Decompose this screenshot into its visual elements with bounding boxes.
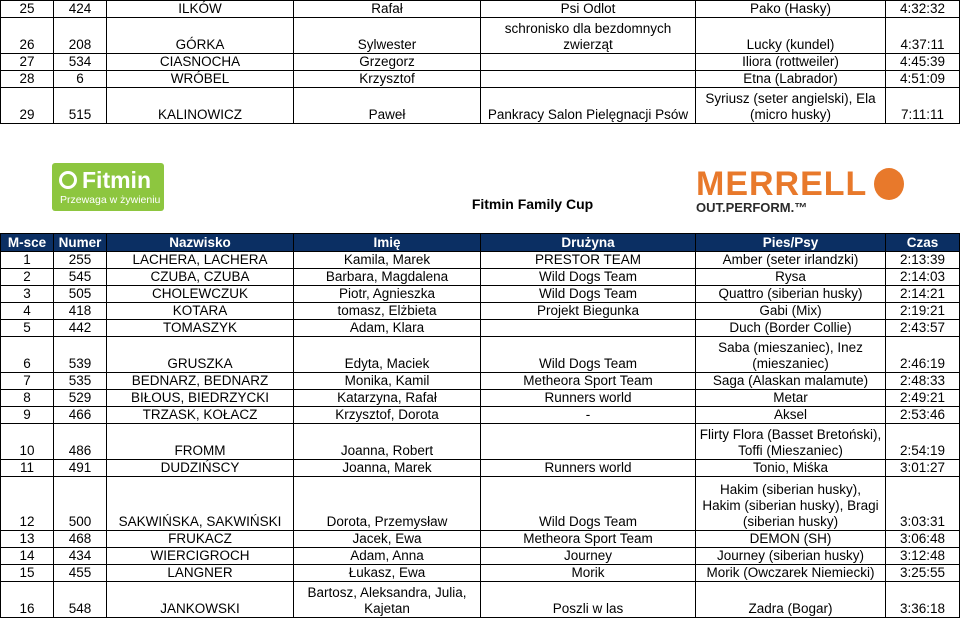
cell-team: Wild Dogs Team — [481, 337, 696, 373]
cell-place: 7 — [1, 373, 54, 390]
cell-time: 2:53:46 — [886, 407, 960, 424]
cell-time: 4:51:09 — [886, 71, 960, 88]
cell-first-name: Bartosz, Aleksandra, Julia, Kajetan — [294, 582, 481, 618]
table-row — [1, 407, 960, 424]
cell-surname: WRÓBEL — [107, 71, 294, 88]
cell-first-name: Rafał — [294, 1, 481, 18]
fitmin-logo-name: Fitmin — [82, 167, 151, 193]
cell-dogs: Syriusz (seter angielski), Ela (micro husky) — [696, 88, 886, 124]
cell-number: 539 — [54, 337, 107, 373]
cell-number: 500 — [54, 477, 107, 531]
cell-dogs: Gabi (Mix) — [696, 303, 886, 320]
table-row — [1, 320, 960, 337]
cell-place: 29 — [1, 88, 54, 124]
cell-first-name: Jacek, Ewa — [294, 531, 481, 548]
cell-dogs: Saba (mieszaniec), Inez (mieszaniec) — [696, 337, 886, 373]
cell-surname: TOMASZYK — [107, 320, 294, 337]
cell-dogs: Etna (Labrador) — [696, 71, 886, 88]
cell-number: 515 — [54, 88, 107, 124]
results-table — [0, 233, 960, 618]
cell-first-name: Katarzyna, Rafał — [294, 390, 481, 407]
table-row — [1, 1, 960, 18]
cell-number: 424 — [54, 1, 107, 18]
cell-first-name: Adam, Anna — [294, 548, 481, 565]
cell-number: 466 — [54, 407, 107, 424]
cell-number: 545 — [54, 269, 107, 286]
merrell-tagline: OUT.PERFORM.™ — [696, 200, 808, 215]
cell-surname: ILKÓW — [107, 1, 294, 18]
cell-number: 486 — [54, 424, 107, 460]
cell-surname: JANKOWSKI — [107, 582, 294, 618]
cell-surname: FRUKACZ — [107, 531, 294, 548]
cell-team: Runners world — [481, 460, 696, 477]
cell-team: Journey — [481, 548, 696, 565]
cell-team: Poszli w las — [481, 582, 696, 618]
cell-surname: TRZASK, KOŁACZ — [107, 407, 294, 424]
cell-surname: BIŁOUS, BIEDRZYCKI — [107, 390, 294, 407]
fitmin-tagline: Przewaga w żywieniu — [60, 194, 161, 206]
cell-number: 534 — [54, 54, 107, 71]
cell-dogs: Metar — [696, 390, 886, 407]
cell-dogs: Aksel — [696, 407, 886, 424]
cell-dogs: Rysa — [696, 269, 886, 286]
cell-place: 5 — [1, 320, 54, 337]
cell-first-name: Adam, Klara — [294, 320, 481, 337]
cell-surname: DUDZIŃSCY — [107, 460, 294, 477]
cell-time: 2:14:03 — [886, 269, 960, 286]
cell-time: 3:06:48 — [886, 531, 960, 548]
cell-time: 3:36:18 — [886, 582, 960, 618]
cell-team: Runners world — [481, 390, 696, 407]
cell-team: Morik — [481, 565, 696, 582]
header-row — [1, 234, 960, 252]
header-dogs: Pies/Psy — [696, 234, 886, 252]
cell-dogs: Morik (Owczarek Niemiecki) — [696, 565, 886, 582]
cell-number: 6 — [54, 71, 107, 88]
cell-dogs: DEMON (SH) — [696, 531, 886, 548]
cell-surname: BEDNARZ, BEDNARZ — [107, 373, 294, 390]
cell-team — [481, 54, 696, 71]
cell-time: 2:48:33 — [886, 373, 960, 390]
cell-place: 10 — [1, 424, 54, 460]
cell-number: 255 — [54, 252, 107, 269]
cell-team: Wild Dogs Team — [481, 286, 696, 303]
table-row — [1, 390, 960, 407]
cell-place: 3 — [1, 286, 54, 303]
cell-dogs: Lucky (kundel) — [696, 18, 886, 54]
table-row — [1, 337, 960, 373]
cell-first-name: Krzysztof — [294, 71, 481, 88]
cell-team: Metheora Sport Team — [481, 373, 696, 390]
table-row — [1, 373, 960, 390]
cell-first-name: Grzegorz — [294, 54, 481, 71]
cell-dogs: Duch (Border Collie) — [696, 320, 886, 337]
cell-first-name: Paweł — [294, 88, 481, 124]
cell-team: Wild Dogs Team — [481, 269, 696, 286]
cell-place: 12 — [1, 477, 54, 531]
cell-place: 13 — [1, 531, 54, 548]
cell-first-name: Monika, Kamil — [294, 373, 481, 390]
cell-first-name: Piotr, Agnieszka — [294, 286, 481, 303]
cell-place: 2 — [1, 269, 54, 286]
table-row — [1, 477, 960, 531]
cell-number: 418 — [54, 303, 107, 320]
cell-dogs: Pako (Hasky) — [696, 1, 886, 18]
cell-first-name: Sylwester — [294, 18, 481, 54]
cell-number: 505 — [54, 286, 107, 303]
cell-time: 2:43:57 — [886, 320, 960, 337]
cell-first-name: Łukasz, Ewa — [294, 565, 481, 582]
table-row — [1, 531, 960, 548]
cell-time: 3:03:31 — [886, 477, 960, 531]
cell-place: 26 — [1, 18, 54, 54]
header-first-name: Imię — [294, 234, 481, 252]
header-time: Czas — [886, 234, 960, 252]
cell-place: 14 — [1, 548, 54, 565]
cell-first-name: tomasz, Elżbieta — [294, 303, 481, 320]
cell-surname: GRUSZKA — [107, 337, 294, 373]
cell-dogs: Quattro (siberian husky) — [696, 286, 886, 303]
cell-dogs: Tonio, Miśka — [696, 460, 886, 477]
cell-time: 3:12:48 — [886, 548, 960, 565]
cell-place: 8 — [1, 390, 54, 407]
previous-results-table — [0, 0, 960, 124]
cell-time: 2:46:19 — [886, 337, 960, 373]
cell-team — [481, 71, 696, 88]
cell-time: 2:49:21 — [886, 390, 960, 407]
page-title: Fitmin Family Cup — [471, 196, 594, 212]
cell-number: 535 — [54, 373, 107, 390]
cell-team: Psi Odlot — [481, 1, 696, 18]
table-row — [1, 71, 960, 88]
cell-time: 7:11:11 — [886, 88, 960, 124]
cell-number: 455 — [54, 565, 107, 582]
table-row — [1, 582, 960, 618]
cell-number: 548 — [54, 582, 107, 618]
cell-place: 6 — [1, 337, 54, 373]
cell-surname: SAKWIŃSKA, SAKWIŃSKI — [107, 477, 294, 531]
cell-team: Projekt Biegunka — [481, 303, 696, 320]
cell-number: 442 — [54, 320, 107, 337]
table-row — [1, 303, 960, 320]
cell-place: 15 — [1, 565, 54, 582]
cell-team: - — [481, 407, 696, 424]
table-row — [1, 269, 960, 286]
cell-team: Pankracy Salon Pielęgnacji Psów — [481, 88, 696, 124]
header-surname: Nazwisko — [107, 234, 294, 252]
cell-team: PRESTOR TEAM — [481, 252, 696, 269]
cell-team: schronisko dla bezdomnych zwierząt — [481, 18, 696, 54]
table-row — [1, 286, 960, 303]
cell-place: 4 — [1, 303, 54, 320]
cell-time: 2:19:21 — [886, 303, 960, 320]
cell-dogs: Zadra (Bogar) — [696, 582, 886, 618]
cell-team — [481, 320, 696, 337]
cell-place: 27 — [1, 54, 54, 71]
header-place: M-sce — [1, 234, 54, 252]
cell-time: 2:14:21 — [886, 286, 960, 303]
cell-team: Wild Dogs Team — [481, 477, 696, 531]
cell-surname: FROMM — [107, 424, 294, 460]
table-row — [1, 88, 960, 124]
cell-time: 4:37:11 — [886, 18, 960, 54]
cell-dogs: Hakim (siberian husky), Hakim (siberian husky), Bragi (siberian husky) — [696, 477, 886, 531]
cell-surname: LACHERA, LACHERA — [107, 252, 294, 269]
cell-first-name: Joanna, Robert — [294, 424, 481, 460]
cell-dogs: Journey (siberian husky) — [696, 548, 886, 565]
cell-dogs: Flirty Flora (Basset Bretoński), Toffi (Mieszaniec) — [696, 424, 886, 460]
cell-surname: KALINOWICZ — [107, 88, 294, 124]
cell-first-name: Kamila, Marek — [294, 252, 481, 269]
cell-time: 4:45:39 — [886, 54, 960, 71]
cell-first-name: Krzysztof, Dorota — [294, 407, 481, 424]
cell-first-name: Joanna, Marek — [294, 460, 481, 477]
cell-place: 1 — [1, 252, 54, 269]
cell-surname: WIERCIGROCH — [107, 548, 294, 565]
header-number: Numer — [54, 234, 107, 252]
cell-surname: CIASNOCHA — [107, 54, 294, 71]
cell-place: 11 — [1, 460, 54, 477]
merrell-logo-name: MERRELL — [696, 165, 868, 203]
cell-number: 529 — [54, 390, 107, 407]
cell-surname: KOTARA — [107, 303, 294, 320]
cell-dogs: Iliora (rottweiler) — [696, 54, 886, 71]
table-row — [1, 460, 960, 477]
cell-number: 208 — [54, 18, 107, 54]
table-row — [1, 18, 960, 54]
cell-dogs: Amber (seter irlandzki) — [696, 252, 886, 269]
cell-time: 3:01:27 — [886, 460, 960, 477]
cell-first-name: Barbara, Magdalena — [294, 269, 481, 286]
cell-time: 2:13:39 — [886, 252, 960, 269]
header-team: Drużyna — [481, 234, 696, 252]
leaf-icon — [59, 171, 77, 189]
cell-team — [481, 424, 696, 460]
cell-number: 491 — [54, 460, 107, 477]
cell-place: 16 — [1, 582, 54, 618]
table-row — [1, 565, 960, 582]
cell-time: 3:25:55 — [886, 565, 960, 582]
cell-time: 4:32:32 — [886, 1, 960, 18]
cell-place: 28 — [1, 71, 54, 88]
cell-surname: GÓRKA — [107, 18, 294, 54]
table-row — [1, 54, 960, 71]
cell-number: 468 — [54, 531, 107, 548]
cell-first-name: Edyta, Maciek — [294, 337, 481, 373]
cell-dogs: Saga (Alaskan malamute) — [696, 373, 886, 390]
table-row — [1, 252, 960, 269]
cell-team: Metheora Sport Team — [481, 531, 696, 548]
cell-surname: CHOLEWCZUK — [107, 286, 294, 303]
cell-time: 2:54:19 — [886, 424, 960, 460]
cell-surname: CZUBA, CZUBA — [107, 269, 294, 286]
cell-first-name: Dorota, Przemysław — [294, 477, 481, 531]
table-row — [1, 424, 960, 460]
table-row — [1, 548, 960, 565]
cell-place: 9 — [1, 407, 54, 424]
cell-place: 25 — [1, 1, 54, 18]
cell-number: 434 — [54, 548, 107, 565]
cell-surname: LANGNER — [107, 565, 294, 582]
